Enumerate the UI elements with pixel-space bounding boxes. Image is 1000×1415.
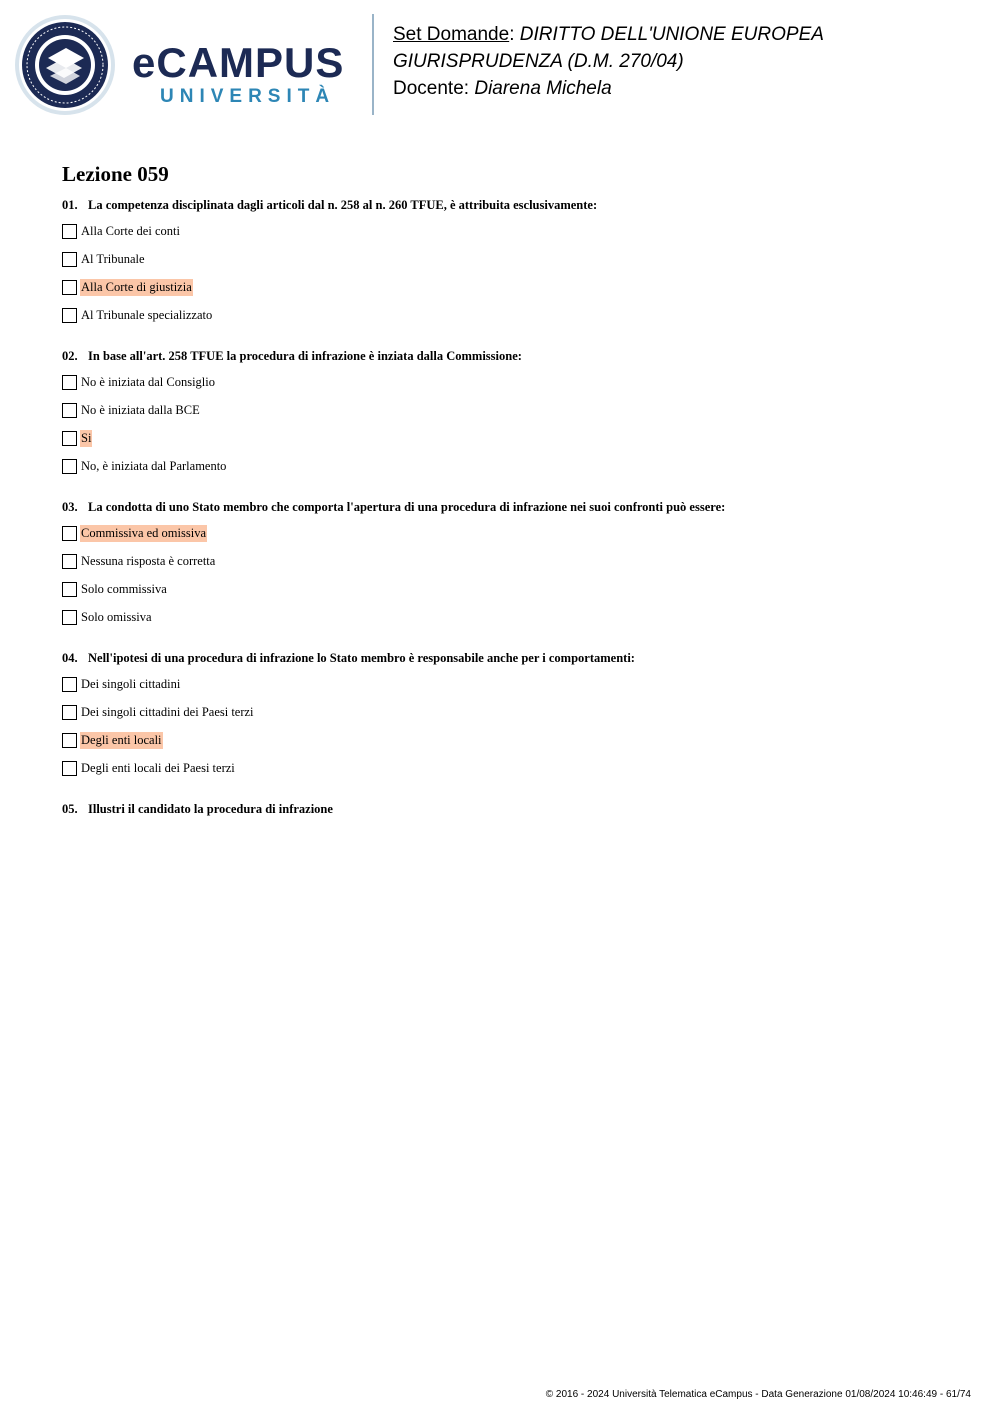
checkbox[interactable] [62,733,77,748]
answer-option-correct[interactable]: Alla Corte di giustizia [62,279,962,307]
set-label: Set Domande [393,24,510,45]
checkbox[interactable] [62,403,77,418]
answer-option[interactable]: No è iniziata dalla BCE [62,402,962,430]
ecampus-seal-logo [14,14,116,116]
course-title: DIRITTO DELL'UNIONE EUROPEA [519,24,824,45]
checkbox[interactable] [62,459,77,474]
checkbox[interactable] [62,252,77,267]
answer-option[interactable]: Dei singoli cittadini [62,676,962,704]
header-divider [372,14,374,115]
answer-option[interactable]: Al Tribunale [62,251,962,279]
checkbox[interactable] [62,431,77,446]
checkbox[interactable] [62,610,77,625]
question-4 [62,650,962,788]
answer-option[interactable]: Al Tribunale specializzato [62,307,962,335]
checkbox[interactable] [62,280,77,295]
question-text: 04. Nell'ipotesi di una procedura di infrazione lo Stato membro è responsabile anche per i comportamenti: [62,651,635,665]
checkbox[interactable] [62,554,77,569]
answer-option-correct[interactable]: Si [62,430,962,458]
question-text: 05. Illustri il candidato la procedura di infrazione [62,802,333,816]
question-1 [62,197,962,335]
course-info: Set Domande: DIRITTO DELL'UNIONE EUROPEA GIURISPRUDENZA (D.M. 270/04) Docente: Diarena Michela [393,24,824,99]
course-subtitle: GIURISPRUDENZA (D.M. 270/04) [393,51,684,72]
checkbox[interactable] [62,224,77,239]
checkbox[interactable] [62,375,77,390]
page-footer: © 2016 - 2024 Università Telematica eCampus - Data Generazione 01/08/2024 10:46:49 - 61/74 [545,1389,971,1400]
answer-option[interactable]: Solo omissiva [62,609,962,637]
checkbox[interactable] [62,308,77,323]
checkbox[interactable] [62,677,77,692]
answer-option-correct[interactable]: Commissiva ed omissiva [62,525,962,553]
checkbox[interactable] [62,526,77,541]
logo-wordmark-text: eCAMPUS [132,39,345,86]
checkbox[interactable] [62,761,77,776]
question-text: 01. La competenza disciplinata dagli articoli dal n. 258 al n. 260 TFUE, è attribuita esclusivamente: [62,198,598,212]
answer-option[interactable]: Solo commissiva [62,581,962,609]
answer-option[interactable]: Dei singoli cittadini dei Paesi terzi [62,704,962,732]
answer-option[interactable]: No, è iniziata dal Parlamento [62,458,962,486]
lesson-title: Lezione 059 [62,162,169,186]
question-3 [62,499,962,637]
checkbox[interactable] [62,582,77,597]
answer-option[interactable]: No è iniziata dal Consiglio [62,374,962,402]
question-text: 03. La condotta di uno Stato membro che comporta l'apertura di una procedura di infrazione nei suoi confronti può essere: [62,500,726,514]
teacher-name: Diarena Michela [474,78,612,99]
teacher-label: Docente [393,78,464,99]
answer-option-correct[interactable]: Degli enti locali [62,732,962,760]
answer-option[interactable]: Nessuna risposta è corretta [62,553,962,581]
answer-option[interactable]: Alla Corte dei conti [62,223,962,251]
question-5 [62,801,962,827]
logo-subtitle: UNIVERSITÀ [160,86,336,107]
answer-option[interactable]: Degli enti locali dei Paesi terzi [62,760,962,788]
checkbox[interactable] [62,705,77,720]
document-header [0,0,1000,130]
question-2 [62,348,962,486]
question-text: 02. In base all'art. 258 TFUE la procedura di infrazione è inziata dalla Commissione: [62,349,522,363]
ecampus-wordmark [132,40,344,108]
